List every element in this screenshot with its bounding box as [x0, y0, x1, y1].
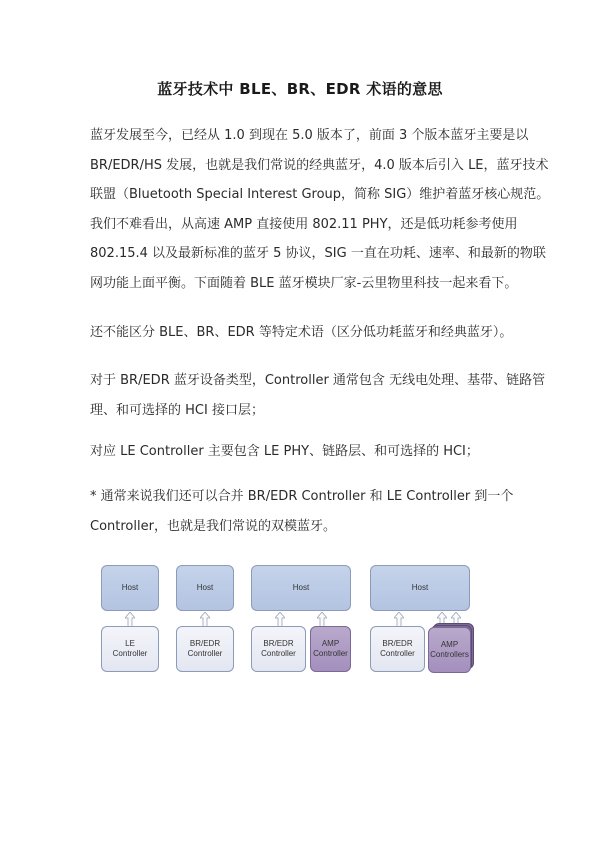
amp-controller-box: AMP Controller: [310, 626, 351, 672]
page-title: 蓝牙技术中 BLE、BR、EDR 术语的意思: [157, 80, 443, 98]
bredr-controller-box: BR/EDR Controller: [370, 626, 425, 672]
host-box: Host: [176, 565, 234, 611]
text-line: 联盟（Bluetooth Special Interest Group，简称 SIG）维护着蓝牙核心规范。: [90, 187, 550, 202]
text-line: 蓝牙发展至今，已经从 1.0 到现在 5.0 版本了，前面 3 个版本蓝牙主要是以: [90, 128, 529, 143]
text-line: 理、和可选择的 HCI 接口层；: [90, 402, 264, 418]
bredr-controller-box: BR/EDR Controller: [176, 626, 234, 672]
host-box: Host: [101, 565, 159, 611]
text-line: Controller，也就是我们常说的双模蓝牙。: [90, 518, 336, 534]
bredr-controller-box: BR/EDR Controller: [251, 626, 306, 672]
paragraph-dual-mode: [90, 482, 522, 541]
text-line: 802.15.4 以及最新标准的蓝牙 5 协议，SIG 一直在功耗、速率、和最新的物联: [90, 246, 546, 261]
host-box: Host: [251, 565, 351, 611]
host-box: Host: [370, 565, 470, 611]
text-line: 对应 LE Controller 主要包含 LE PHY、链路层、和可选择的 HCI；: [90, 444, 479, 459]
text-line: 还不能区分 BLE、BR、EDR 等特定术语（区分低功耗蓝牙和经典蓝牙）。: [90, 325, 513, 340]
text-line: BR/EDR/HS 发展，也就是我们常说的经典蓝牙，4.0 版本后引入 LE，蓝牙技术: [90, 157, 549, 173]
le-controller-box: LE Controller: [101, 626, 159, 672]
paragraph-bredr: [90, 366, 546, 425]
paragraph-terms: [90, 318, 522, 348]
text-line: * 通常来说我们还可以合并 BR/EDR Controller 和 LE Controller 到一个: [90, 489, 514, 504]
amp-controllers-box: AMP Controllers: [428, 627, 471, 673]
paragraph-le: [90, 437, 522, 467]
controller-architecture-diagram: [95, 560, 495, 680]
text-line: 我们不难看出，从高速 AMP 直接使用 802.11 PHY，还是低功耗参考使用: [90, 216, 518, 232]
text-line: 网功能上面平衡。下面随着 BLE 蓝牙模块厂家-云里物里科技一起来看下。: [90, 275, 518, 291]
text-line: 对于 BR/EDR 蓝牙设备类型，Controller 通常包含 无线电处理、基带、链路管: [90, 373, 546, 388]
paragraph-intro: [90, 121, 550, 298]
